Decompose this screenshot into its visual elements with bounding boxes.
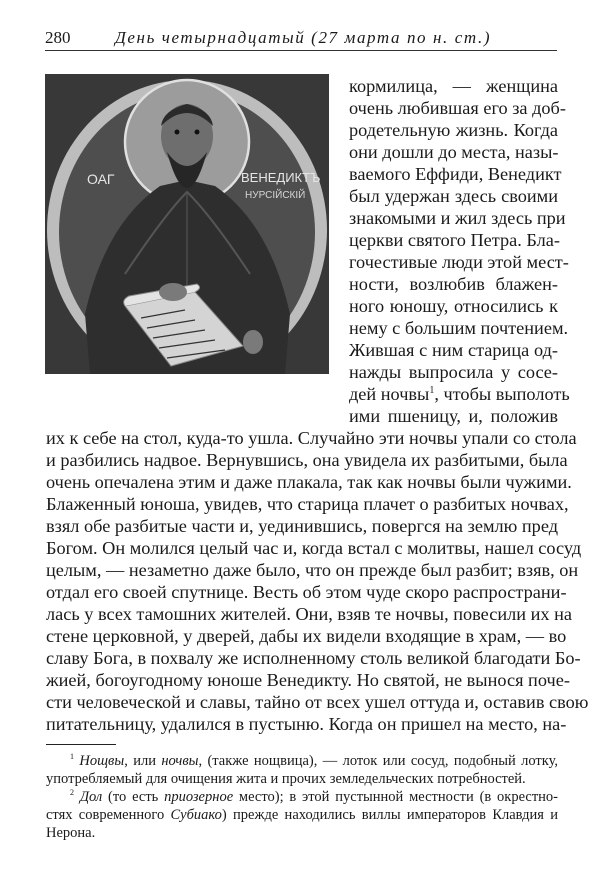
text-line: Жившая с ним старица од- — [349, 340, 558, 360]
icon-inscription-name: ВЕНЕДИКТЪ — [241, 170, 321, 185]
footnote-ref-1[interactable]: 1 — [429, 385, 435, 396]
text-line — [349, 383, 570, 405]
footnote-term: Субиако — [170, 807, 222, 823]
page-number: 280 — [45, 28, 71, 47]
text-line: ими пшеницу, и, положив — [349, 406, 558, 426]
text-line: их к себе на стол, куда-то ушла. Случайно эти ночвы упали со стола — [46, 428, 577, 448]
text-line: очень опечалена этим и даже плакала, так как ночвы были чужими. — [46, 472, 572, 492]
text-line: был удержан здесь своими — [349, 186, 558, 206]
footnote-number: 2 — [70, 788, 74, 797]
icon-inscription-left: ОАГ — [87, 171, 115, 187]
text-line: ваемого Еффиди, Венедикт — [349, 164, 562, 184]
footnote-term: Нощвы — [79, 753, 125, 769]
footnote-text: стях современного — [46, 807, 171, 823]
text-line: славу Бога, в похвалу же исполненному столь великой благодати Бо- — [46, 648, 581, 668]
footnote-text: место); в этой пустынной местности (в окрестно- — [233, 789, 559, 805]
running-head — [45, 28, 557, 51]
text-line: нему с большим почтением. — [349, 318, 569, 338]
text-line: целым, — незаметно даже было, что он прежде был разбит; взяв, он — [46, 560, 579, 580]
text-line: лась у всех тамошних жителей. Они, взяв те ночвы, повесили их на — [46, 604, 573, 624]
text-line: Богом. Он молился целый час и, когда встал с молитвы, нашел сосуд — [46, 538, 582, 558]
text-line: они дошли до места, назы- — [349, 142, 559, 162]
text-line: стене церковной, у дверей, дабы их видели входящие в храм, — во — [46, 626, 567, 646]
footnote-number: 1 — [70, 752, 74, 761]
footnote-1-line-1 — [70, 752, 558, 770]
text-line: жией, богоугодному юноше Венедикту. Но святой, не вынося поче- — [46, 670, 570, 690]
text-line: знакомыми и жил здесь при — [349, 208, 566, 228]
footnote-2-line-3: Нерона. — [46, 825, 96, 841]
text-line: ного юношу, относились к — [349, 296, 558, 316]
footnote-divider — [46, 744, 116, 745]
footnote-term: приозерное — [164, 789, 234, 805]
footnote-1-line-2: употребляемый для очищения жита и прочих земледельческих потребностей. — [46, 771, 526, 787]
text-line: гочестивые люди этой мест- — [349, 252, 569, 272]
footnote-2-line-2 — [46, 806, 558, 824]
text-fragment: , чтобы выполоть — [434, 384, 570, 404]
icon-inscription-place: НУРСІЙСКІЙ — [245, 190, 306, 201]
text-line: родетельную жизнь. Когда — [349, 120, 558, 140]
text-line: и разбились надвое. Вернувшись, она увидела их разбитыми, была — [46, 450, 568, 470]
text-line: взял обе разбитые части и, уединившись, повергся на землю пред — [46, 516, 558, 536]
text-line: кормилица, — женщина — [349, 76, 558, 96]
footnote-text: ) прежде находились виллы императоров Клавдия и — [221, 807, 558, 823]
footnote-2-line-1 — [70, 788, 558, 806]
text-line: отдал его своей спутнице. Весть об этом чуде скоро распространи- — [46, 582, 567, 602]
text-line: сти человеческой и славы, тайно от всех ушел оттуда и, оставив свою — [46, 692, 589, 712]
text-line: питательницу, удалился в пустыню. Когда он пришел на место, на- — [46, 714, 567, 734]
text-line: Блаженный юноша, увидев, что старица плачет о разбитых ночвах, — [46, 494, 569, 514]
text-fragment: дей ночвы — [349, 384, 430, 404]
text-line: нажды выпросила у сосе- — [349, 362, 558, 382]
text-line: очень любившая его за доб- — [349, 98, 566, 118]
text-line: ности, возлюбив блажен- — [349, 274, 558, 294]
footnote-text: , (также нощвица), — лоток или сосуд, подобный лотку, — [198, 753, 559, 769]
footnote-text: (то есть — [102, 789, 165, 805]
footnote-term: Дол — [79, 789, 103, 805]
running-title: День четырнадцатый (27 марта по н. ст.) — [115, 28, 492, 47]
footnote-text: , или — [124, 753, 162, 769]
text-line: церкви святого Петра. Бла- — [349, 230, 560, 250]
footnote-term: ночвы — [161, 753, 199, 769]
saint-benedict-icon-image — [45, 74, 329, 374]
